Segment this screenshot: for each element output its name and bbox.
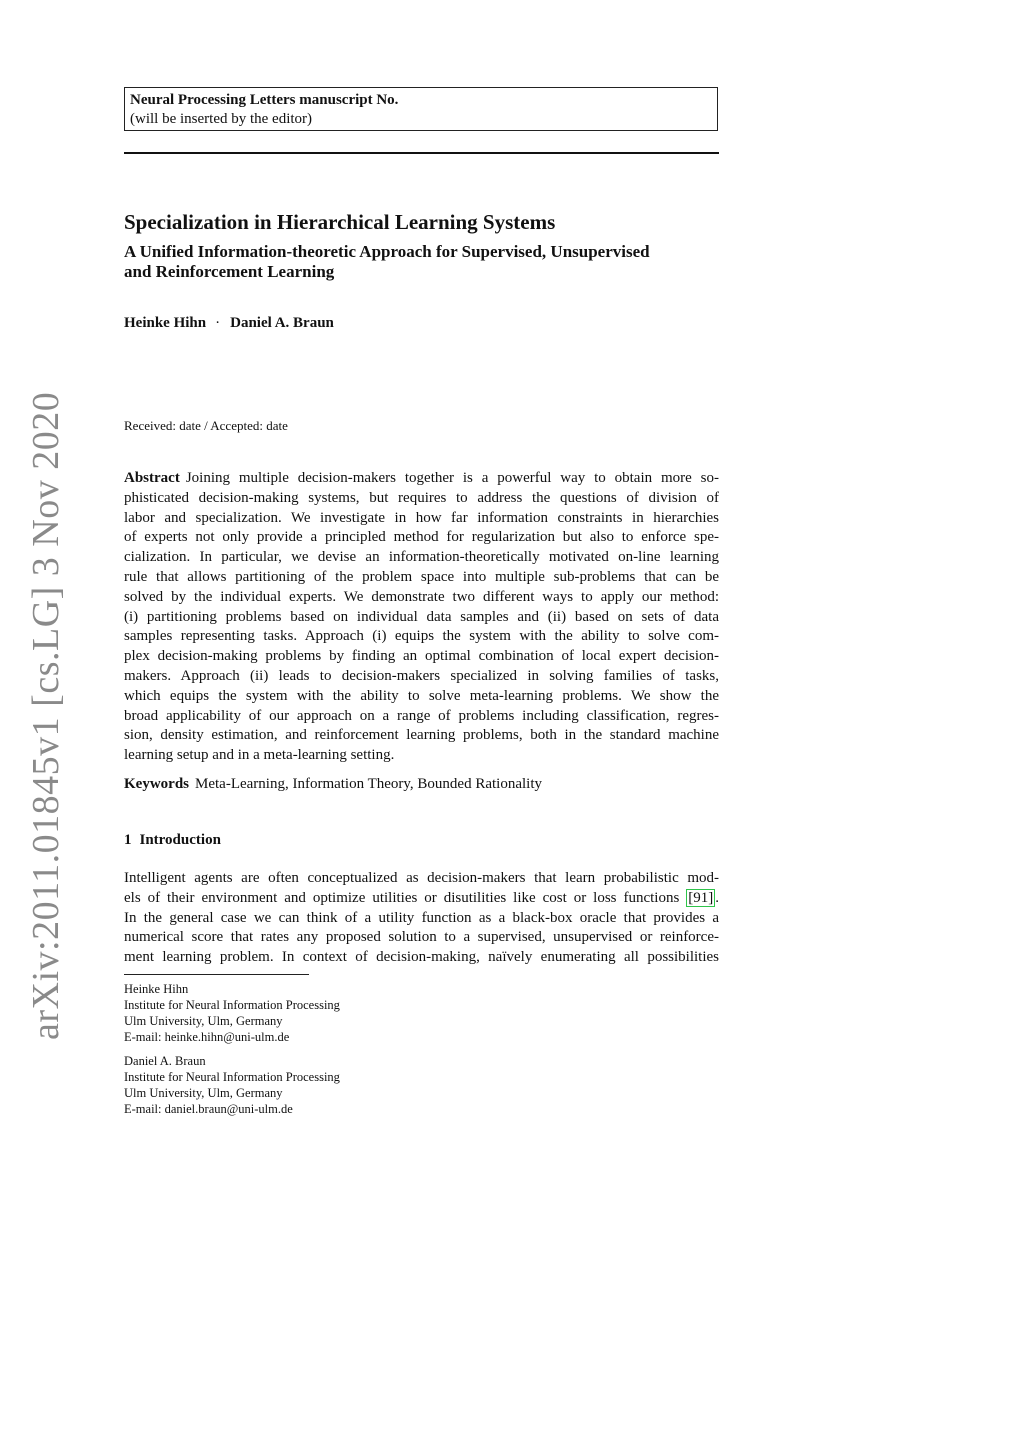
- header-rule: [124, 152, 719, 154]
- author-name: Heinke Hihn: [124, 315, 207, 331]
- abstract-line: cialization. In particular, we devise an information-theoretically motivated on-line learning: [124, 549, 719, 566]
- intro-line: els of their environment and optimize utilities or disutilities like cost or loss functions [91] .: [124, 889, 719, 906]
- paper-title: Specialization in Hierarchical Learning Systems: [124, 210, 556, 234]
- abstract-line: plex decision-making problems by finding an optimal combination of local expert decision-: [124, 648, 719, 665]
- paper-subtitle: [124, 242, 724, 282]
- abstract-line: (i) partitioning problems based on individual data samples and (ii) based on sets of data: [124, 608, 719, 625]
- intro-line: Intelligent agents are often conceptualized as decision-makers that learn probabilistic mod-: [124, 870, 719, 886]
- abstract-line: makers. Approach (ii) leads to decision-makers specialized in solving families of tasks,: [124, 667, 719, 684]
- author-list: [124, 313, 334, 333]
- abstract-line: broad applicability of our approach on a range of problems including classification, regres-: [124, 707, 719, 724]
- affiliation-institute: Institute for Neural Information Processing: [124, 998, 340, 1012]
- author-name: Daniel A. Braun: [230, 315, 334, 331]
- abstract-line: labor and specialization. We investigate in how far information constraints in hierarchies: [124, 509, 719, 526]
- footnote-rule: [124, 974, 309, 975]
- abstract-line: rule that allows partitioning of the problem space into multiple sub-problems that can be: [124, 568, 719, 585]
- affiliation-email[interactable]: E-mail: daniel.braun@uni-ulm.de: [124, 1102, 293, 1116]
- citation-link[interactable]: [91]: [688, 889, 714, 906]
- abstract: [124, 469, 719, 766]
- abstract-line: phisticated decision-making systems, but requires to address the questions of division of: [124, 489, 719, 506]
- affiliation-university: Ulm University, Ulm, Germany: [124, 1086, 283, 1100]
- arxiv-identifier: arXiv:2011.01845v1 [cs.LG] 3 Nov 2020: [25, 391, 67, 1040]
- author-separator: ·: [215, 315, 221, 331]
- section-title: Introduction: [139, 832, 221, 848]
- intro-line: numerical score that rates any proposed solution to a supervised, unsupervised or reinforce-: [124, 929, 719, 946]
- abstract-line: sion, density estimation, and reinforcement learning problems, both in the standard machine: [124, 727, 719, 744]
- affiliation-block: [124, 1053, 524, 1117]
- affiliation-email[interactable]: E-mail: heinke.hihn@uni-ulm.de: [124, 1030, 290, 1044]
- affiliation-name: Heinke Hihn: [124, 982, 189, 996]
- abstract-line: of experts not only provide a principled method for regularization but also to enforce spe-: [124, 529, 719, 546]
- keywords: [124, 774, 719, 794]
- affiliation-name: Daniel A. Braun: [124, 1054, 206, 1068]
- section-number: 1: [124, 832, 132, 848]
- affiliation-block: [124, 981, 524, 1045]
- journal-name: Neural Processing Letters manuscript No.: [130, 92, 399, 108]
- subtitle-line: A Unified Information-theoretic Approach for Supervised, Unsupervised: [124, 242, 650, 261]
- keywords-text: Meta-Learning, Information Theory, Bounded Rationality: [195, 776, 542, 792]
- introduction-body: [124, 869, 719, 968]
- affiliation-university: Ulm University, Ulm, Germany: [124, 1014, 283, 1028]
- intro-line: ment learning problem. In context of decision-making, naïvely enumerating all possibilities: [124, 949, 719, 966]
- abstract-line: Abstract Joining multiple decision-makers together is a powerful way to obtain more so-: [124, 470, 719, 486]
- editor-note: (will be inserted by the editor): [130, 111, 313, 127]
- subtitle-line: and Reinforcement Learning: [124, 262, 335, 281]
- abstract-line: learning setup and in a meta-learning setting.: [124, 747, 395, 764]
- intro-line: In the general case we can think of a utility function as a black-box oracle that provides a: [124, 909, 719, 926]
- abstract-line: which equips the system with the ability to solve meta-learning problems. We show the: [124, 687, 719, 704]
- affiliation-institute: Institute for Neural Information Processing: [124, 1070, 340, 1084]
- journal-manuscript-box: [124, 87, 718, 131]
- received-date: Received: date / Accepted: date: [124, 418, 288, 433]
- abstract-line: solved by the individual experts. We demonstrate two different ways to apply our method:: [124, 588, 719, 605]
- abstract-line: samples representing tasks. Approach (i) equips the system with the ability to solve com-: [124, 628, 719, 645]
- abstract-label: Abstract: [124, 470, 180, 486]
- keywords-label: Keywords: [124, 776, 189, 792]
- section-heading: [124, 830, 221, 850]
